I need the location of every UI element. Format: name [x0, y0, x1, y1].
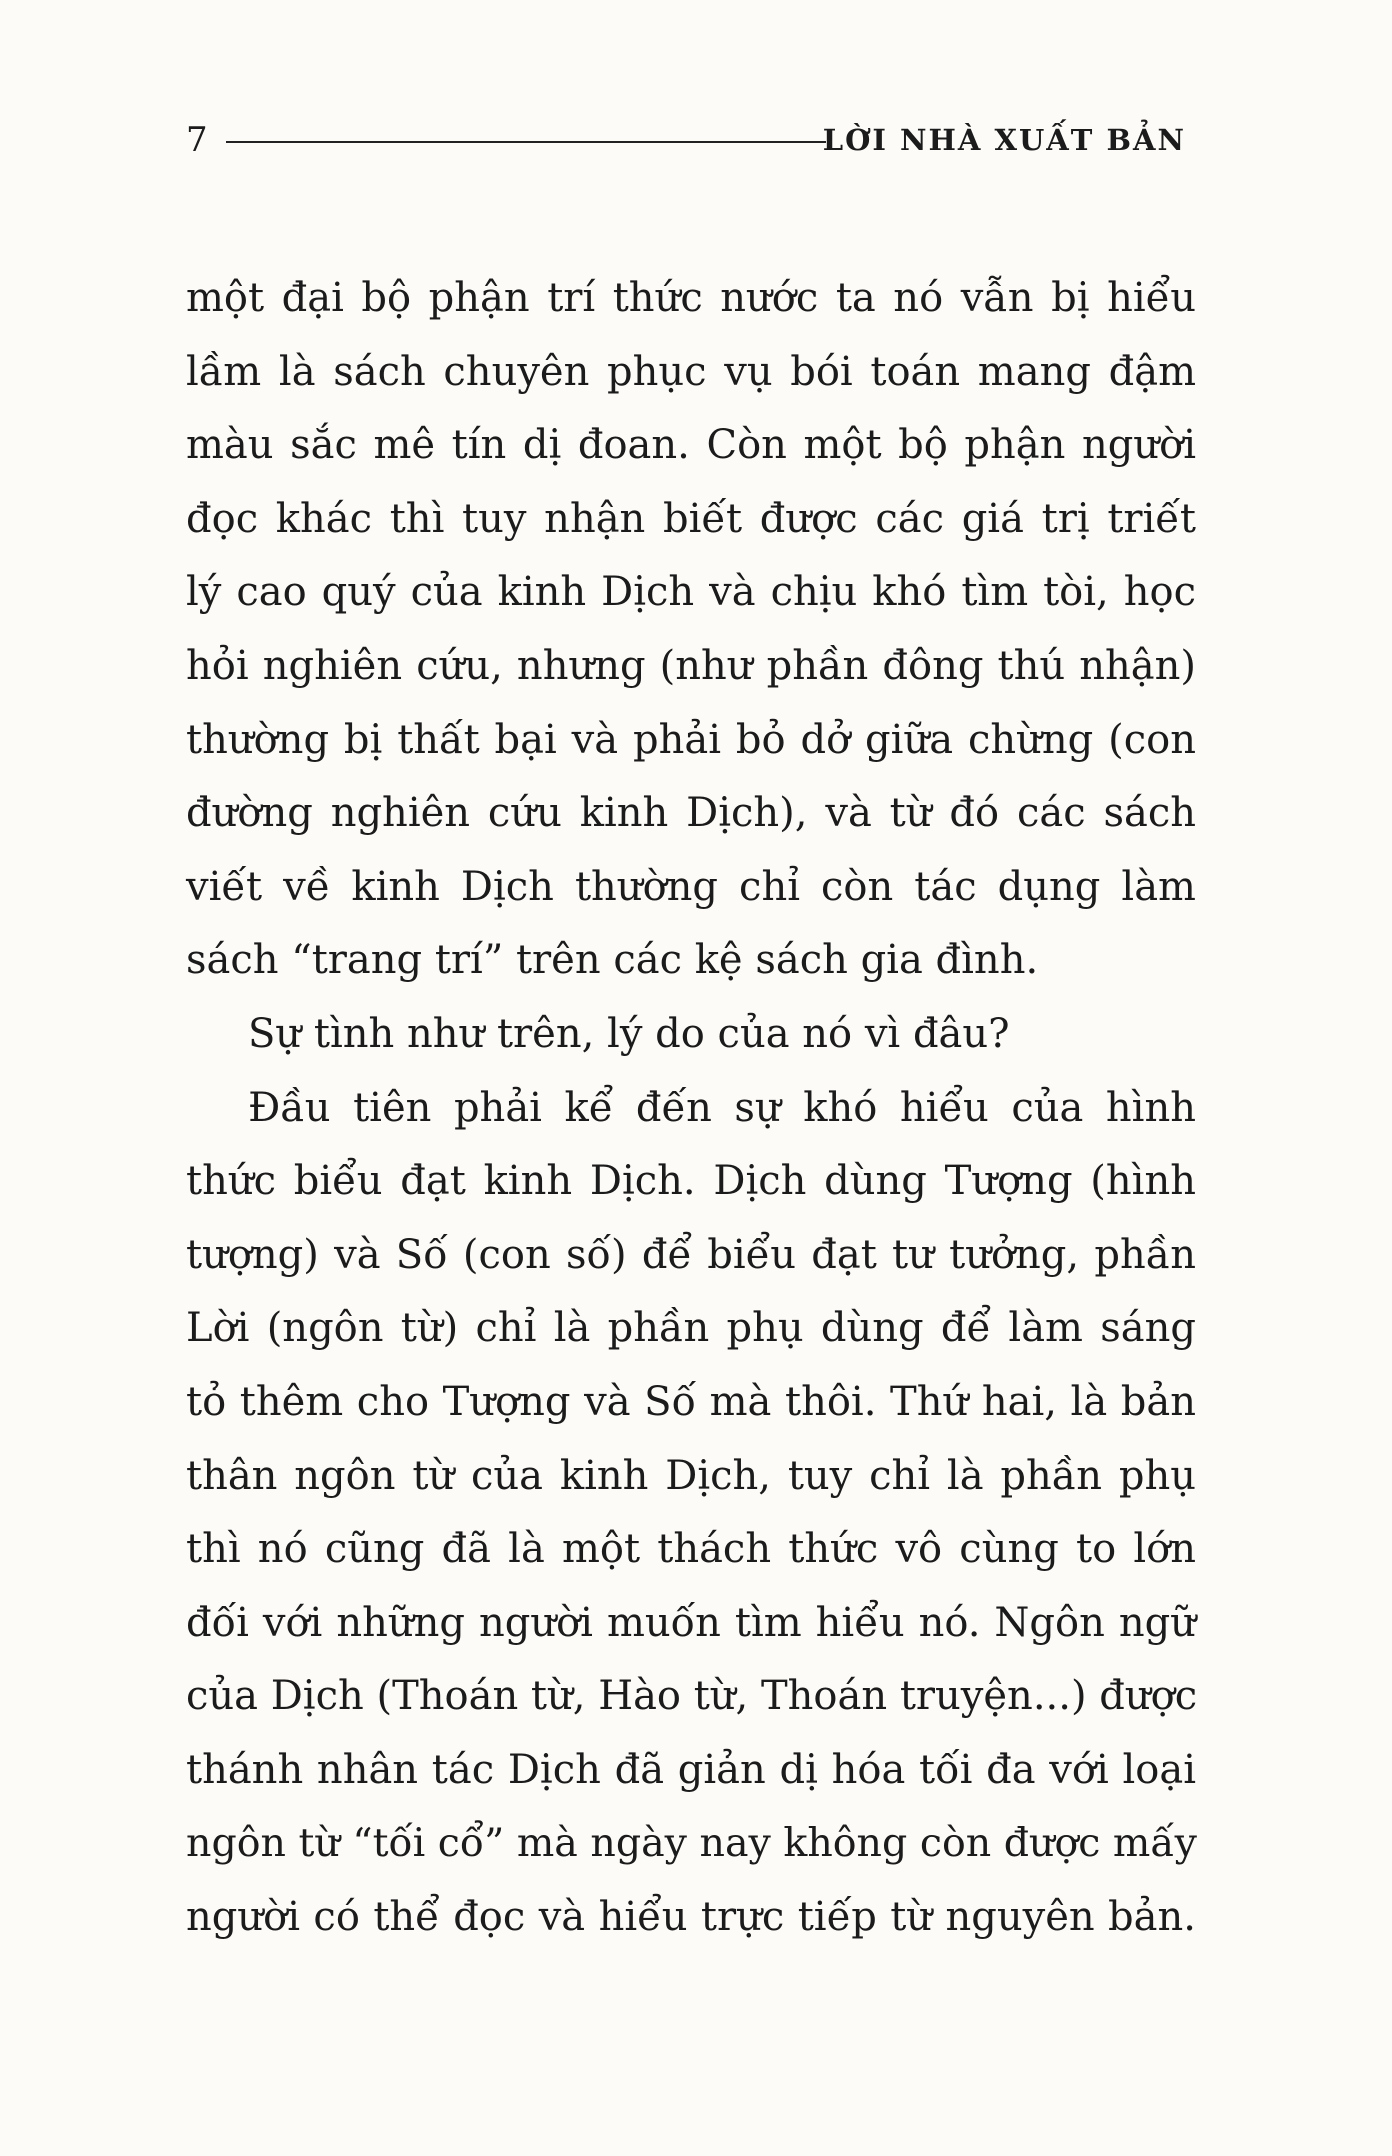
text-line: thân ngôn từ của kinh Dịch, tuy chỉ là phần phụ [186, 1452, 1196, 1499]
text-line: lý cao quý của kinh Dịch và chịu khó tìm tòi, học [186, 569, 1196, 616]
text-line: tỏ thêm cho Tượng và Số mà thôi. Thứ hai, là bản [186, 1378, 1196, 1425]
text-line: của Dịch (Thoán từ, Hào từ, Thoán truyện...) được [186, 1673, 1198, 1720]
section-title: LỜI NHÀ XUẤT BẢN [822, 123, 1186, 157]
text-line: một đại bộ phận trí thức nước ta nó vẫn bị hiểu [186, 275, 1196, 321]
text-line: ngôn từ “tối cổ” mà ngày nay không còn được mấy [186, 1820, 1197, 1867]
text-line: đọc khác thì tuy nhận biết được các giá trị triết [186, 495, 1196, 542]
text-line: thánh nhân tác Dịch đã giản dị hóa tối đa với loại [186, 1746, 1196, 1793]
paragraph-line: Sự tình như trên, lý do của nó vì đâu? [248, 1010, 1010, 1057]
body-text [186, 262, 1196, 1955]
text-line: tượng) và Số (con số) để biểu đạt tư tưởng, phần [186, 1231, 1196, 1278]
text-line: thường bị thất bại và phải bỏ dở giữa chừng (con [186, 716, 1196, 763]
text-line: đường nghiên cứu kinh Dịch), và từ đó các sách [186, 790, 1196, 837]
text-line: hỏi nghiên cứu, nhưng (như phần đông thú nhận) [186, 642, 1196, 689]
text-line: viết về kinh Dịch thường chỉ còn tác dụng làm [186, 863, 1196, 910]
running-header [186, 120, 1186, 160]
text-line: thức biểu đạt kinh Dịch. Dịch dùng Tượng (hình [186, 1158, 1196, 1205]
text-line: thì nó cũng đã là một thách thức vô cùng to lớn [186, 1526, 1196, 1573]
page-number: 7 [186, 120, 208, 160]
text-line: lầm là sách chuyên phục vụ bói toán mang đậm [186, 348, 1196, 395]
paragraph-line: Đầu tiên phải kể đến sự khó hiểu của hình [248, 1084, 1196, 1131]
text-line: Lời (ngôn từ) chỉ là phần phụ dùng để làm sáng [186, 1305, 1196, 1352]
text-line: màu sắc mê tín dị đoan. Còn một bộ phận người [186, 422, 1196, 469]
text-line: sách “trang trí” trên các kệ sách gia đình. [186, 937, 1039, 984]
text-line: người có thể đọc và hiểu trực tiếp từ nguyên bản. [186, 1894, 1196, 1941]
header-rule [226, 141, 826, 143]
text-line: đối với những người muốn tìm hiểu nó. Ngôn ngữ [186, 1599, 1196, 1646]
